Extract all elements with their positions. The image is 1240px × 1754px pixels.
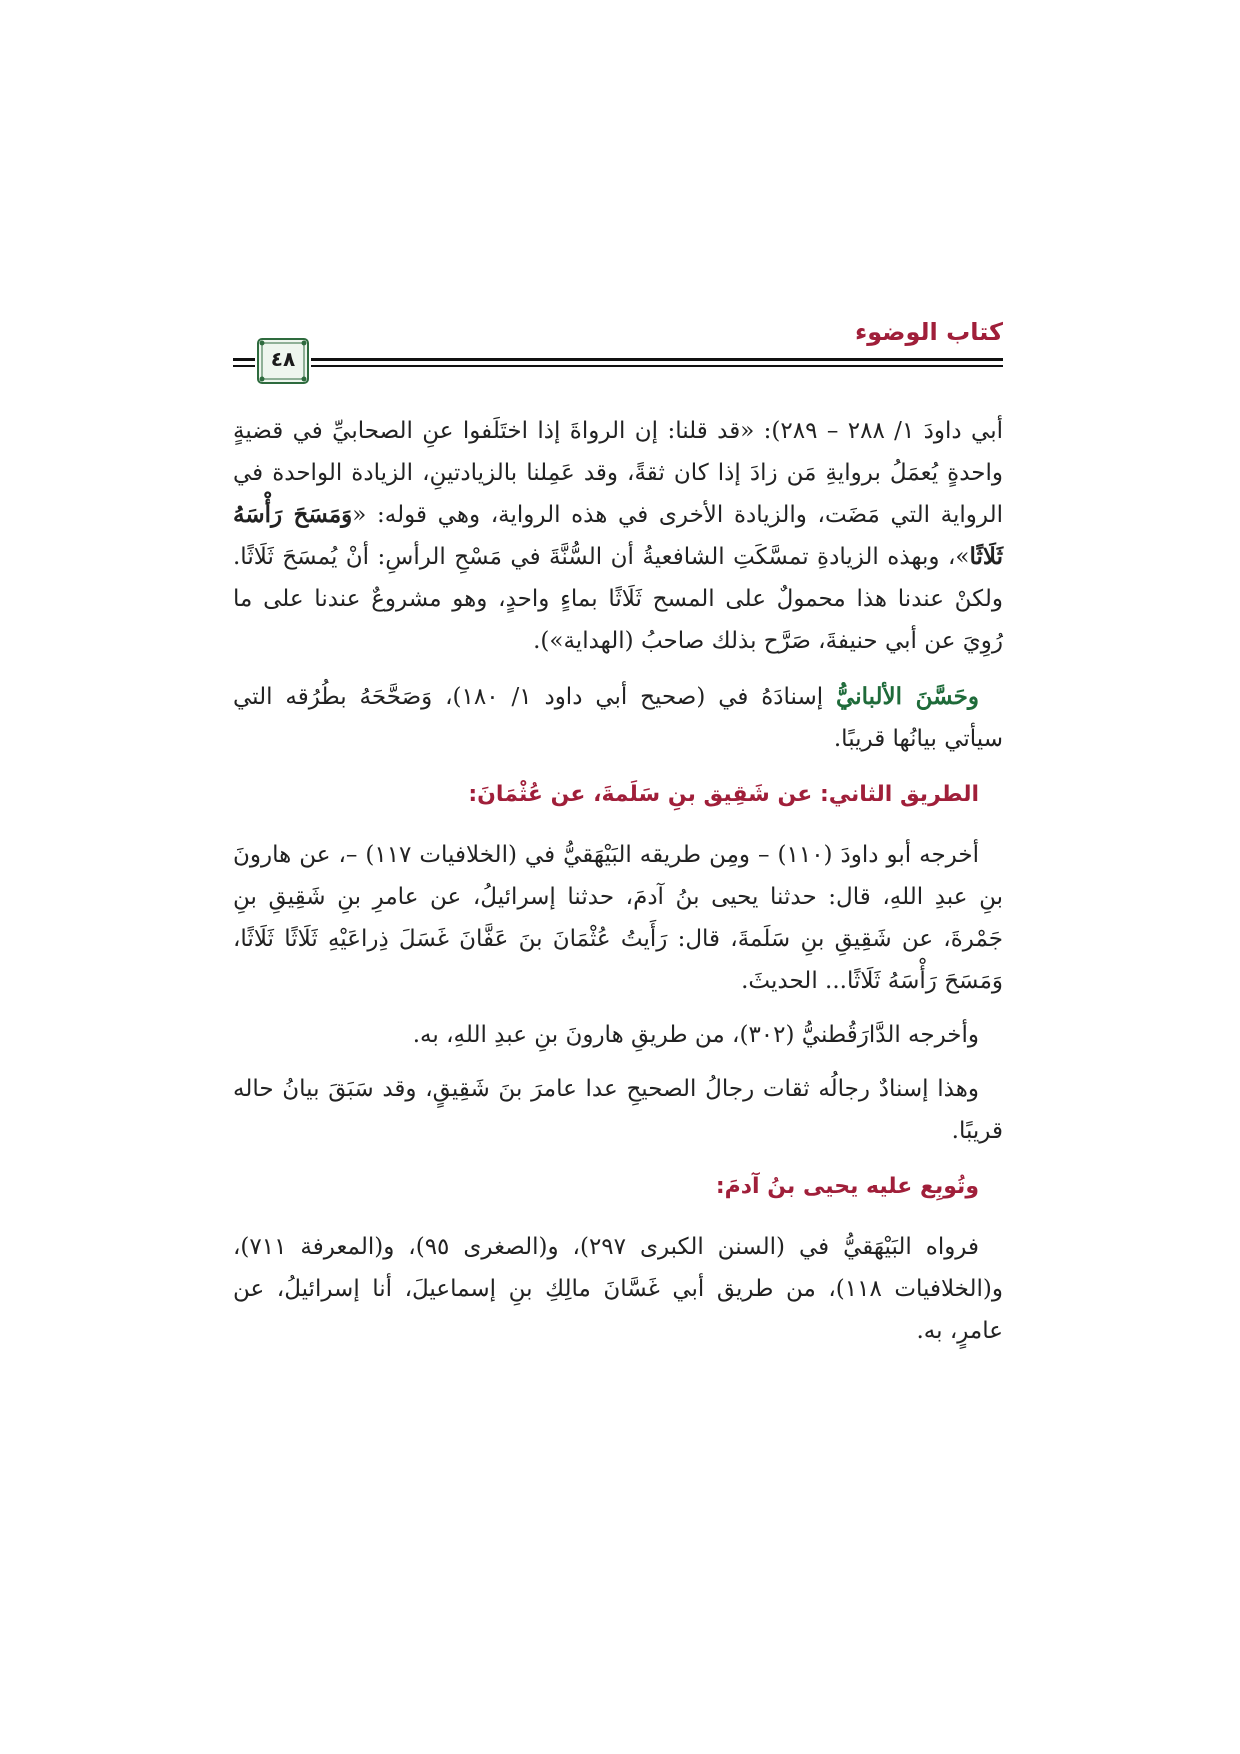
- section-heading: الطريق الثاني: عن شَقِيق بنِ سَلَمةَ، عن عُثْمَانَ:: [468, 782, 979, 807]
- paragraph-text: وهذا إسنادٌ رجالُه ثقات رجالُ الصحيحِ عدا عامرَ بنَ شَقِيقٍ، وقد سَبَقَ بيانُ حاله قريبًا.: [233, 1076, 1003, 1144]
- paragraph-albani: [233, 676, 1003, 760]
- header-rule-thick: [311, 358, 1003, 361]
- paragraph-quote: [233, 410, 1003, 662]
- paragraph-text: فرواه البَيْهَقيُّ في (السنن الكبرى ٢٩٧)، و(الصغرى ٩٥)، و(المعرفة ٧١١)، و(الخلافيات ١١٨)، من طريق أبي غَسَّانَ مالِكِ بنِ إسماعيلَ، أنا إسرائيلُ، عن عامرٍ، به.: [233, 1234, 1003, 1344]
- paragraph-text: وأخرجه الدَّارَقُطنيُّ (٣٠٢)، من طريقِ هارونَ بنِ عبدِ اللهِ، به.: [412, 1022, 979, 1048]
- page-number-badge: [257, 338, 309, 384]
- scholar-name: وحَسَّنَ الألبانيُّ: [836, 683, 979, 710]
- page-number: ٤٨: [270, 347, 296, 371]
- header-rule-left-thin: [233, 365, 255, 367]
- header-rule-thin: [311, 365, 1003, 367]
- paragraph-text: إسنادَهُ في (صحيح أبي داود ١/ ١٨٠)، وَصَحَّحَهُ بطُرُقه التي سيأتي بيانُها قريبًا.: [233, 684, 1003, 752]
- paragraph-text: »، وبهذه الزيادةِ تمسَّكَتِ الشافعيةُ أن السُّنَّةَ في مَسْحِ الرأسِ: أنْ يُمسَحَ ثَلَاثًا. ولكنْ عندنا هذا محمولٌ على المسح ثَلَاثًا بماءٍ واحدٍ، وهو مشروعٌ عندنا على ما رُوِيَ عن أبي حنيفةَ، صَرَّح بذلك صاحبُ (الهداية»).: [233, 544, 1003, 654]
- section-heading: وتُوبِع عليه يحيى بنُ آدمَ:: [715, 1174, 979, 1199]
- paragraph-text: أخرجه أبو داودَ (١١٠) – ومِن طريقه البَيْهَقيُّ في (الخلافيات ١١٧) –، عن هارونَ بنِ عبدِ اللهِ، قال: حدثنا يحيى بنُ آدمَ، حدثنا إسرائيلُ، عن عامرِ بنِ شَقِيقِ بنِ جَمْرةَ، عن شَقِيقِ بنِ سَلَمةَ، قال: رَأَيتُ عُثْمَانَ بنَ عَفَّانَ غَسَلَ ذِراعَيْهِ ثَلَاثًا ثَلَاثًا، وَمَسَحَ رَأْسَهُ ثَلَاثًا... الحديثَ.: [233, 842, 1003, 994]
- page-header: [233, 318, 1003, 390]
- page-body: [233, 410, 1003, 1352]
- book-title: كتاب الوضوء: [854, 318, 1003, 346]
- hadith-phrase: وَمَسَحَ رَأْسَهُ ثَلَاثًا: [233, 501, 1003, 570]
- header-rule-left-thick: [233, 358, 255, 361]
- paragraph-text: أبي داودَ ١/ ٢٨٨ – ٢٨٩): «قد قلنا: إن الرواةَ إذا اختَلَفوا عنِ الصحابيِّ في قضيةٍ واحدةٍ يُعمَلُ بروايةِ مَن زادَ إذا كان ثقةً، وقد عَمِلنا بالزيادتينِ، الزيادة الواحدة في الرواية التي مَضَت، والزيادة الأخرى في هذه الرواية، وهي قوله: «: [233, 418, 1004, 528]
